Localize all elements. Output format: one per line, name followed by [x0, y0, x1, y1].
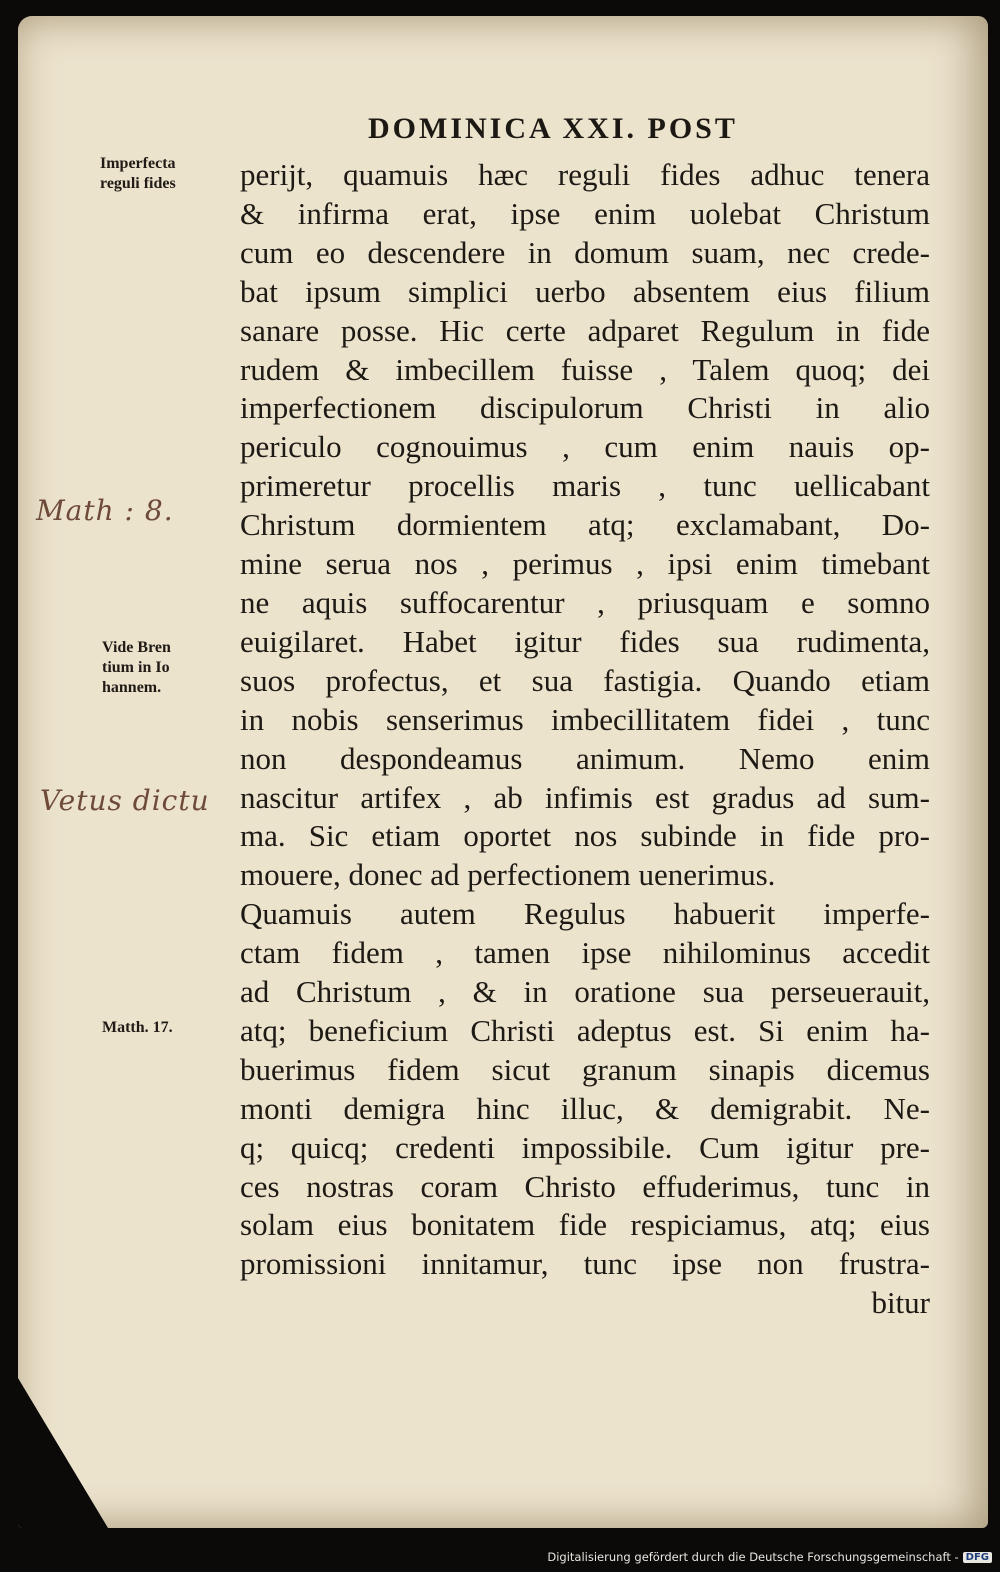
text-line: Christum dormientem atq; exclamabant, Do- [240, 507, 930, 543]
margin-note-line: hannem. [102, 679, 162, 696]
text-line: bat ipsum simplici uerbo absentem eius filium [240, 273, 930, 309]
margin-note-line: reguli fides [100, 175, 176, 192]
text-line: imperfectionem discipulorum Christi in alio [240, 390, 930, 426]
text-line: ad Christum , & in oratione sua perseuerauit, [240, 974, 930, 1010]
book-page [18, 16, 988, 1528]
text-line: cum eo descendere in domum suam, nec crede- [240, 234, 930, 270]
text-line: mouere, donec ad perfectionem uenerimus. [240, 857, 776, 893]
margin-note-line: Vide Bren [102, 639, 171, 656]
dfg-logo: DFG [963, 1552, 992, 1563]
text-line: sanare posse. Hic certe adparet Regulum in fide [240, 312, 930, 348]
text-line: q; quicq; credenti impossibile. Cum igitur pre- [240, 1129, 930, 1165]
margin-note-vide-brentium [102, 638, 171, 698]
text-line: suos profectus, et sua fastigia. Quando etiam [240, 662, 930, 698]
text-line: solam eius bonitatem fide respiciamus, atq; eius [240, 1207, 930, 1243]
catchword: bitur [871, 1285, 930, 1321]
digitization-footer [547, 1548, 992, 1566]
margin-note-line: tium in Io [102, 659, 170, 676]
text-line: periculo cognouimus , cum enim nauis op- [240, 429, 930, 465]
footer-text: Digitalisierung gefördert durch die Deutsche Forschungsgemeinschaft - [547, 1550, 959, 1564]
text-line: ne aquis suffocarentur , priusquam e somno [240, 584, 930, 620]
text-line: ctam fidem , tamen ipse nihilominus accedit [240, 935, 930, 971]
handwritten-note-matth8: Math : 8. [36, 494, 174, 527]
text-line: nascitur artifex , ab infimis est gradus ad sum- [240, 779, 930, 815]
text-line: ma. Sic etiam oportet nos subinde in fide pro- [240, 818, 930, 854]
margin-note-line: Imperfecta [100, 155, 176, 172]
text-line: in nobis senserimus imbecillitatem fidei , tunc [240, 701, 930, 737]
margin-note-matth17: Matth. 17. [102, 1019, 173, 1036]
text-line: ces nostras coram Christo effuderimus, tunc in [240, 1168, 930, 1204]
running-head: DOMINICA XXI. POST [368, 112, 738, 145]
text-line: buerimus fidem sicut granum sinapis dicemus [240, 1051, 930, 1087]
text-line: Quamuis autem Regulus habuerit imperfe- [240, 896, 930, 932]
text-line: promissioni innitamur, tunc ipse non frustra- [240, 1246, 930, 1282]
margin-note-imperfecta [100, 154, 176, 194]
text-line: perijt, quamuis hæc reguli fides adhuc tenera [240, 157, 930, 192]
text-line: monti demigra hinc illuc, & demigrabit. Ne- [240, 1090, 930, 1126]
text-line: non despondeamus animum. Nemo enim [240, 740, 930, 776]
text-line: atq; beneficium Christi adeptus est. Si enim ha- [240, 1012, 930, 1048]
text-line: mine serua nos , perimus , ipsi enim timebant [240, 546, 930, 582]
handwritten-note-vetus-dictum: Vetus dictu [40, 784, 210, 817]
text-line: & infirma erat, ipse enim uolebat Christum [240, 195, 930, 231]
text-line: primeretur procellis maris , tunc uellicabant [240, 468, 930, 504]
body-text [240, 156, 930, 1323]
text-line: euigilaret. Habet igitur fides sua rudimenta, [240, 623, 930, 659]
text-line: rudem & imbecillem fuisse , Talem quoq; dei [240, 351, 930, 387]
